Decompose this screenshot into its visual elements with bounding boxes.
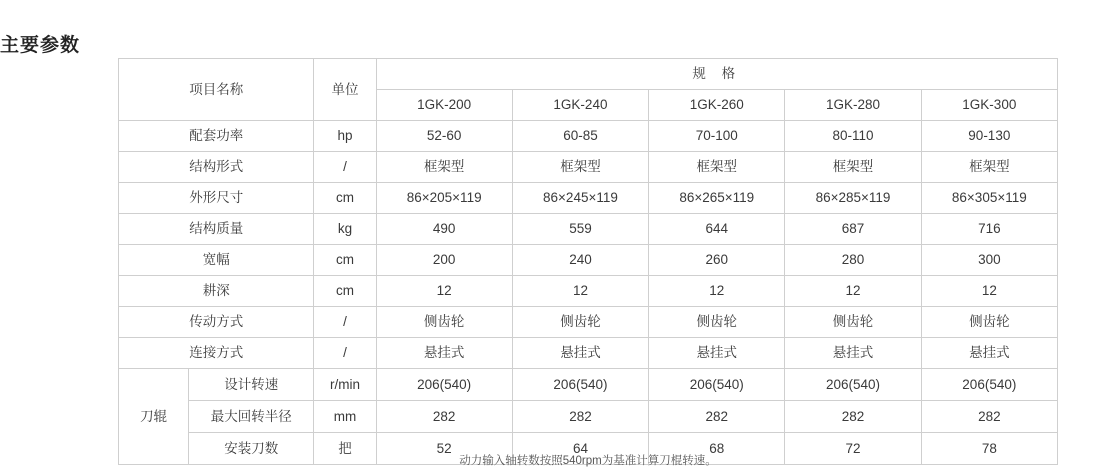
cell-value: 280 bbox=[785, 245, 921, 276]
row-unit: 把 bbox=[314, 433, 376, 465]
cell-value: 12 bbox=[921, 276, 1057, 307]
cell-value: 86×285×119 bbox=[785, 183, 921, 214]
spec-table bbox=[118, 58, 1058, 465]
table-row bbox=[119, 307, 1058, 338]
cell-value: 282 bbox=[376, 401, 512, 433]
cell-value: 侧齿轮 bbox=[649, 307, 785, 338]
cell-value: 90-130 bbox=[921, 121, 1057, 152]
header-specs: 规 格 bbox=[376, 59, 1057, 90]
table-row bbox=[119, 276, 1058, 307]
cell-value: 716 bbox=[921, 214, 1057, 245]
cell-value: 12 bbox=[376, 276, 512, 307]
table-row bbox=[119, 369, 1058, 401]
cell-value: 282 bbox=[921, 401, 1057, 433]
cell-value: 70-100 bbox=[649, 121, 785, 152]
row-label: 最大回转半径 bbox=[189, 401, 314, 433]
cell-value: 86×265×119 bbox=[649, 183, 785, 214]
row-unit: / bbox=[314, 307, 376, 338]
cell-value: 282 bbox=[512, 401, 648, 433]
cell-value: 侧齿轮 bbox=[512, 307, 648, 338]
cell-value: 490 bbox=[376, 214, 512, 245]
cell-value: 644 bbox=[649, 214, 785, 245]
table-row bbox=[119, 121, 1058, 152]
cell-value: 86×205×119 bbox=[376, 183, 512, 214]
row-group-label: 刀辊 bbox=[119, 369, 189, 465]
cell-value: 72 bbox=[785, 433, 921, 465]
row-unit: cm bbox=[314, 183, 376, 214]
cell-value: 86×305×119 bbox=[921, 183, 1057, 214]
row-unit: mm bbox=[314, 401, 376, 433]
row-label: 宽幅 bbox=[119, 245, 314, 276]
header-model-5: 1GK-300 bbox=[921, 90, 1057, 121]
cell-value: 206(540) bbox=[649, 369, 785, 401]
cell-value: 12 bbox=[785, 276, 921, 307]
cell-value: 悬挂式 bbox=[649, 338, 785, 369]
cell-value: 框架型 bbox=[785, 152, 921, 183]
cell-value: 框架型 bbox=[512, 152, 648, 183]
spec-table-container bbox=[118, 58, 1058, 465]
row-label: 设计转速 bbox=[189, 369, 314, 401]
cell-value: 200 bbox=[376, 245, 512, 276]
cell-value: 68 bbox=[649, 433, 785, 465]
row-unit: / bbox=[314, 152, 376, 183]
cell-value: 侧齿轮 bbox=[376, 307, 512, 338]
table-row bbox=[119, 214, 1058, 245]
cell-value: 282 bbox=[649, 401, 785, 433]
cell-value: 悬挂式 bbox=[785, 338, 921, 369]
header-unit: 单位 bbox=[314, 59, 376, 121]
row-unit: kg bbox=[314, 214, 376, 245]
cell-value: 框架型 bbox=[649, 152, 785, 183]
cell-value: 52 bbox=[376, 433, 512, 465]
cell-value: 52-60 bbox=[376, 121, 512, 152]
row-unit: r/min bbox=[314, 369, 376, 401]
cell-value: 侧齿轮 bbox=[785, 307, 921, 338]
cell-value: 框架型 bbox=[921, 152, 1057, 183]
table-row bbox=[119, 245, 1058, 276]
table-header-row-1 bbox=[119, 59, 1058, 90]
row-label: 结构质量 bbox=[119, 214, 314, 245]
cell-value: 86×245×119 bbox=[512, 183, 648, 214]
table-row bbox=[119, 183, 1058, 214]
row-label: 连接方式 bbox=[119, 338, 314, 369]
cell-value: 60-85 bbox=[512, 121, 648, 152]
cell-value: 悬挂式 bbox=[376, 338, 512, 369]
cell-value: 64 bbox=[512, 433, 648, 465]
table-row bbox=[119, 401, 1058, 433]
row-unit: / bbox=[314, 338, 376, 369]
cell-value: 206(540) bbox=[921, 369, 1057, 401]
row-unit: cm bbox=[314, 276, 376, 307]
cell-value: 206(540) bbox=[376, 369, 512, 401]
header-item-name: 项目名称 bbox=[119, 59, 314, 121]
cell-value: 12 bbox=[512, 276, 648, 307]
cell-value: 240 bbox=[512, 245, 648, 276]
row-unit: cm bbox=[314, 245, 376, 276]
header-model-2: 1GK-240 bbox=[512, 90, 648, 121]
header-model-1: 1GK-200 bbox=[376, 90, 512, 121]
cell-value: 687 bbox=[785, 214, 921, 245]
cell-value: 悬挂式 bbox=[512, 338, 648, 369]
page-title: 主要参数 bbox=[0, 35, 81, 56]
cell-value: 78 bbox=[921, 433, 1057, 465]
cell-value: 12 bbox=[649, 276, 785, 307]
cell-value: 侧齿轮 bbox=[921, 307, 1057, 338]
row-label: 安装刀数 bbox=[189, 433, 314, 465]
table-footnote: 动力输入轴转数按照540rpm为基准计算刀棍转速。 bbox=[459, 455, 717, 467]
cell-value: 260 bbox=[649, 245, 785, 276]
table-row bbox=[119, 152, 1058, 183]
cell-value: 206(540) bbox=[785, 369, 921, 401]
cell-value: 559 bbox=[512, 214, 648, 245]
cell-value: 282 bbox=[785, 401, 921, 433]
cell-value: 80-110 bbox=[785, 121, 921, 152]
header-model-4: 1GK-280 bbox=[785, 90, 921, 121]
row-label: 传动方式 bbox=[119, 307, 314, 338]
row-label: 外形尺寸 bbox=[119, 183, 314, 214]
row-label: 耕深 bbox=[119, 276, 314, 307]
row-label: 结构形式 bbox=[119, 152, 314, 183]
row-label: 配套功率 bbox=[119, 121, 314, 152]
cell-value: 框架型 bbox=[376, 152, 512, 183]
cell-value: 悬挂式 bbox=[921, 338, 1057, 369]
cell-value: 300 bbox=[921, 245, 1057, 276]
row-unit: hp bbox=[314, 121, 376, 152]
header-model-3: 1GK-260 bbox=[649, 90, 785, 121]
table-row bbox=[119, 338, 1058, 369]
cell-value: 206(540) bbox=[512, 369, 648, 401]
